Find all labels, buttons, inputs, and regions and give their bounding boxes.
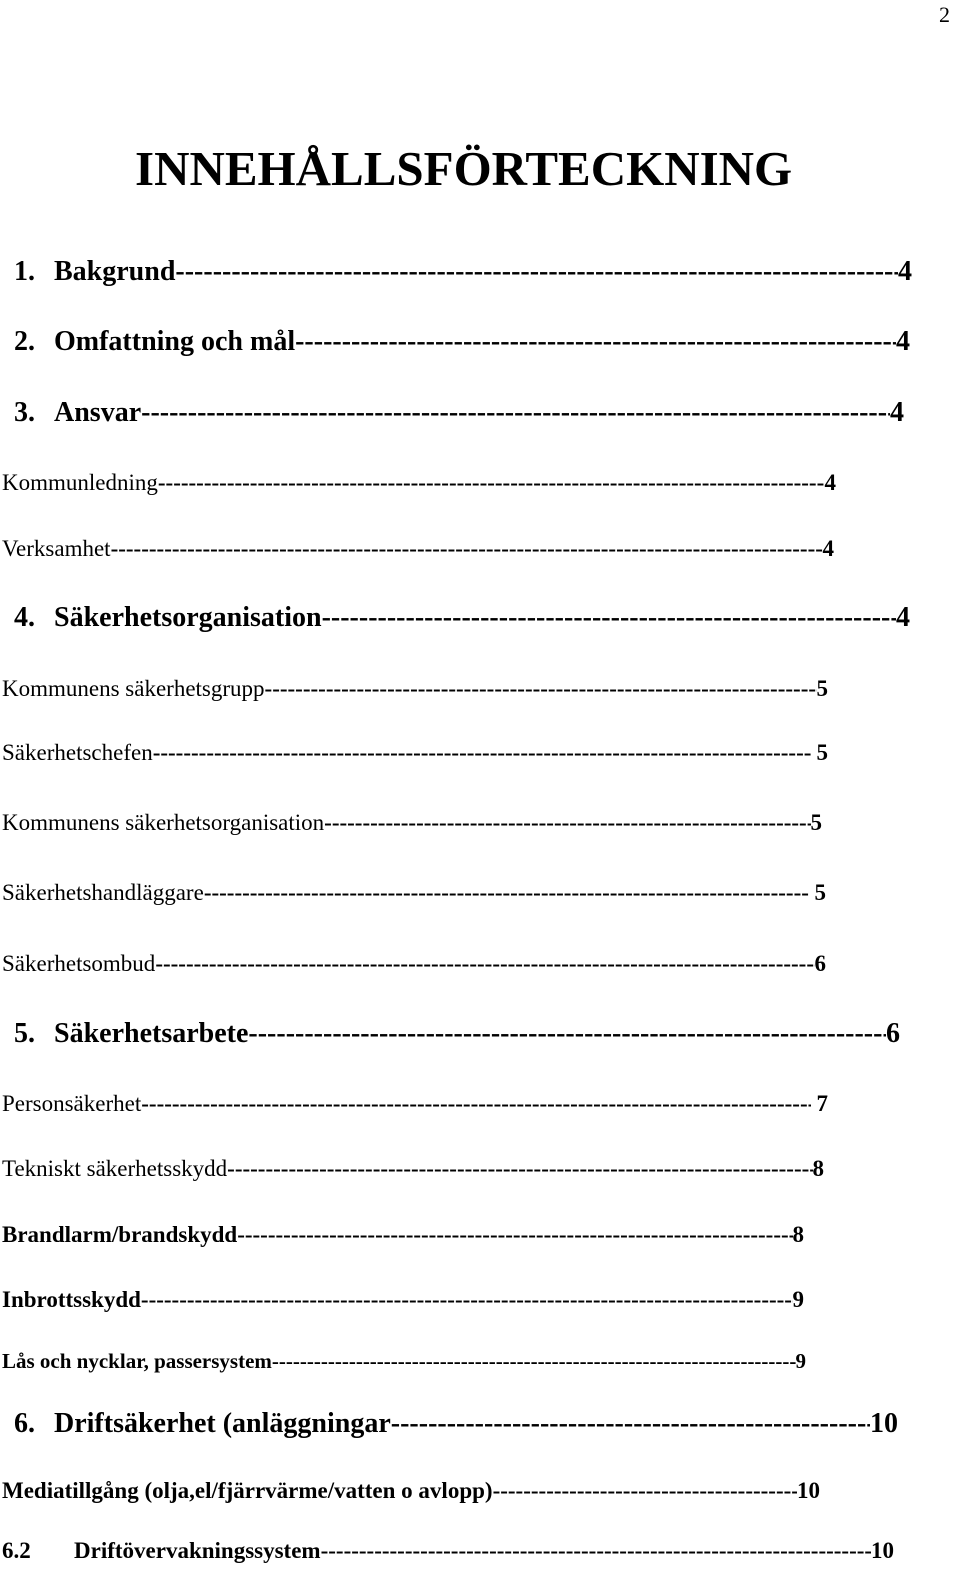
toc-entry-brandlarm[interactable] bbox=[2, 1222, 804, 1248]
toc-entry-label: Inbrottsskydd bbox=[2, 1287, 141, 1312]
toc-entry-page: 10 bbox=[870, 1408, 898, 1439]
toc-entry-label: Säkerhetshandläggare bbox=[2, 880, 204, 905]
toc-entry-number: 5. bbox=[14, 1018, 35, 1049]
toc-entry-page: 5 bbox=[816, 676, 828, 701]
toc-entry-label: Driftövervakningssystem bbox=[74, 1538, 321, 1563]
toc-entry-label: Kommunledning bbox=[2, 470, 158, 495]
toc-entry-inbrottsskydd[interactable] bbox=[2, 1287, 804, 1313]
dot-leader bbox=[204, 880, 809, 906]
dot-leader bbox=[324, 810, 810, 836]
dot-leader bbox=[237, 1222, 792, 1248]
toc-entry-page: 4 bbox=[896, 326, 910, 357]
dot-leader bbox=[265, 676, 817, 702]
dot-leader bbox=[141, 397, 890, 429]
toc-entry-page: 10 bbox=[797, 1478, 820, 1503]
toc-entry-page: 7 bbox=[810, 1091, 828, 1116]
toc-entry-page: 8 bbox=[792, 1222, 804, 1247]
toc-entry-number: 3. bbox=[14, 397, 35, 428]
toc-entry-page: 4 bbox=[824, 470, 836, 495]
toc-entry-page: 4 bbox=[896, 602, 910, 633]
dot-leader bbox=[295, 326, 896, 358]
toc-entry-label: Säkerhetschefen bbox=[2, 740, 153, 765]
toc-entry-label: Verksamhet bbox=[2, 536, 111, 561]
toc-entry-kommunens-sakerhetsorganisation[interactable] bbox=[2, 810, 822, 836]
toc-entry-bakgrund[interactable] bbox=[14, 256, 912, 288]
dot-leader bbox=[248, 1018, 886, 1050]
toc-entry-label: Brandlarm/brandskydd bbox=[2, 1222, 238, 1247]
toc-entry-page: 5 bbox=[808, 880, 826, 905]
toc-entry-label: Kommunens säkerhetsorganisation bbox=[2, 810, 325, 835]
dot-leader bbox=[227, 1156, 812, 1182]
toc-entry-page: 5 bbox=[810, 740, 828, 765]
toc-entry-label: Mediatillgång (olja,el/fjärrvärme/vatten o avlopp) bbox=[2, 1478, 493, 1503]
dot-leader bbox=[272, 1349, 796, 1374]
toc-entry-label: Lås och nycklar, passersystem bbox=[2, 1349, 272, 1373]
toc-entry-label: Personsäkerhet bbox=[2, 1091, 142, 1116]
toc-entry-label: Säkerhetsarbete bbox=[54, 1018, 249, 1049]
toc-entry-kommunledning[interactable] bbox=[2, 470, 836, 496]
toc-entry-label: Säkerhetsorganisation bbox=[54, 602, 322, 633]
toc-entry-ansvar[interactable] bbox=[14, 397, 904, 429]
dot-leader bbox=[158, 470, 825, 496]
toc-entry-label: Driftsäkerhet (anläggningar bbox=[54, 1408, 391, 1439]
dot-leader bbox=[391, 1408, 870, 1440]
toc-entry-sakerhetsarbete[interactable] bbox=[14, 1018, 900, 1050]
dot-leader bbox=[111, 536, 823, 562]
dot-leader bbox=[175, 256, 898, 288]
dot-leader bbox=[321, 1538, 871, 1564]
dot-leader bbox=[322, 602, 896, 634]
toc-entry-label: Säkerhetsombud bbox=[2, 951, 156, 976]
toc-entry-number: 6. bbox=[14, 1408, 35, 1439]
toc-entry-omfattning[interactable] bbox=[14, 326, 910, 358]
toc-entry-page: 10 bbox=[871, 1538, 894, 1563]
toc-entry-kommunens-sakerhetsgrupp[interactable] bbox=[2, 676, 828, 702]
toc-entry-mediatillgang[interactable] bbox=[2, 1478, 820, 1504]
page-number: 2 bbox=[939, 2, 950, 27]
toc-entry-sakerhetschefen[interactable] bbox=[2, 740, 828, 766]
dot-leader bbox=[141, 1287, 793, 1313]
toc-entry-label: Omfattning och mål bbox=[54, 326, 296, 357]
toc-entry-page: 5 bbox=[810, 810, 822, 835]
toc-entry-page: 6 bbox=[886, 1018, 900, 1049]
dot-leader bbox=[153, 740, 811, 766]
toc-entry-number: 1. bbox=[14, 256, 35, 287]
toc-entry-label: Kommunens säkerhetsgrupp bbox=[2, 676, 265, 701]
toc-entry-label: Bakgrund bbox=[54, 256, 176, 287]
page-title: INNEHÅLLSFÖRTECKNING bbox=[135, 141, 793, 196]
toc-entry-driftsakerhet[interactable] bbox=[14, 1408, 898, 1440]
toc-entry-sakerhetsorganisation[interactable] bbox=[14, 602, 910, 634]
toc-entry-sakerhetsombud[interactable] bbox=[2, 951, 826, 977]
toc-entry-page: 4 bbox=[890, 397, 904, 428]
dot-leader bbox=[155, 951, 814, 977]
toc-entry-page: 9 bbox=[792, 1287, 804, 1312]
toc-entry-tekniskt-sakerhetsskydd[interactable] bbox=[2, 1156, 824, 1182]
toc-entry-page: 4 bbox=[822, 536, 834, 561]
toc-entry-page: 4 bbox=[898, 256, 912, 287]
toc-entry-driftovervakningssystem[interactable] bbox=[2, 1538, 894, 1564]
toc-entry-verksamhet[interactable] bbox=[2, 536, 834, 562]
toc-entry-sakerhetshandlaggare[interactable] bbox=[2, 880, 826, 906]
toc-entry-personsakerhet[interactable] bbox=[2, 1091, 828, 1117]
toc-entry-las-och-nycklar[interactable] bbox=[2, 1349, 806, 1374]
dot-leader bbox=[493, 1478, 797, 1504]
toc-entry-number: 6.2 bbox=[2, 1538, 31, 1563]
toc-entry-label: Tekniskt säkerhetsskydd bbox=[2, 1156, 228, 1181]
toc-entry-page: 6 bbox=[814, 951, 826, 976]
dot-leader bbox=[141, 1091, 811, 1117]
toc-entry-page: 9 bbox=[795, 1349, 806, 1373]
toc-entry-label: Ansvar bbox=[54, 397, 142, 428]
toc-entry-number: 2. bbox=[14, 326, 35, 357]
toc-entry-page: 8 bbox=[812, 1156, 824, 1181]
toc-entry-number: 4. bbox=[14, 602, 35, 633]
